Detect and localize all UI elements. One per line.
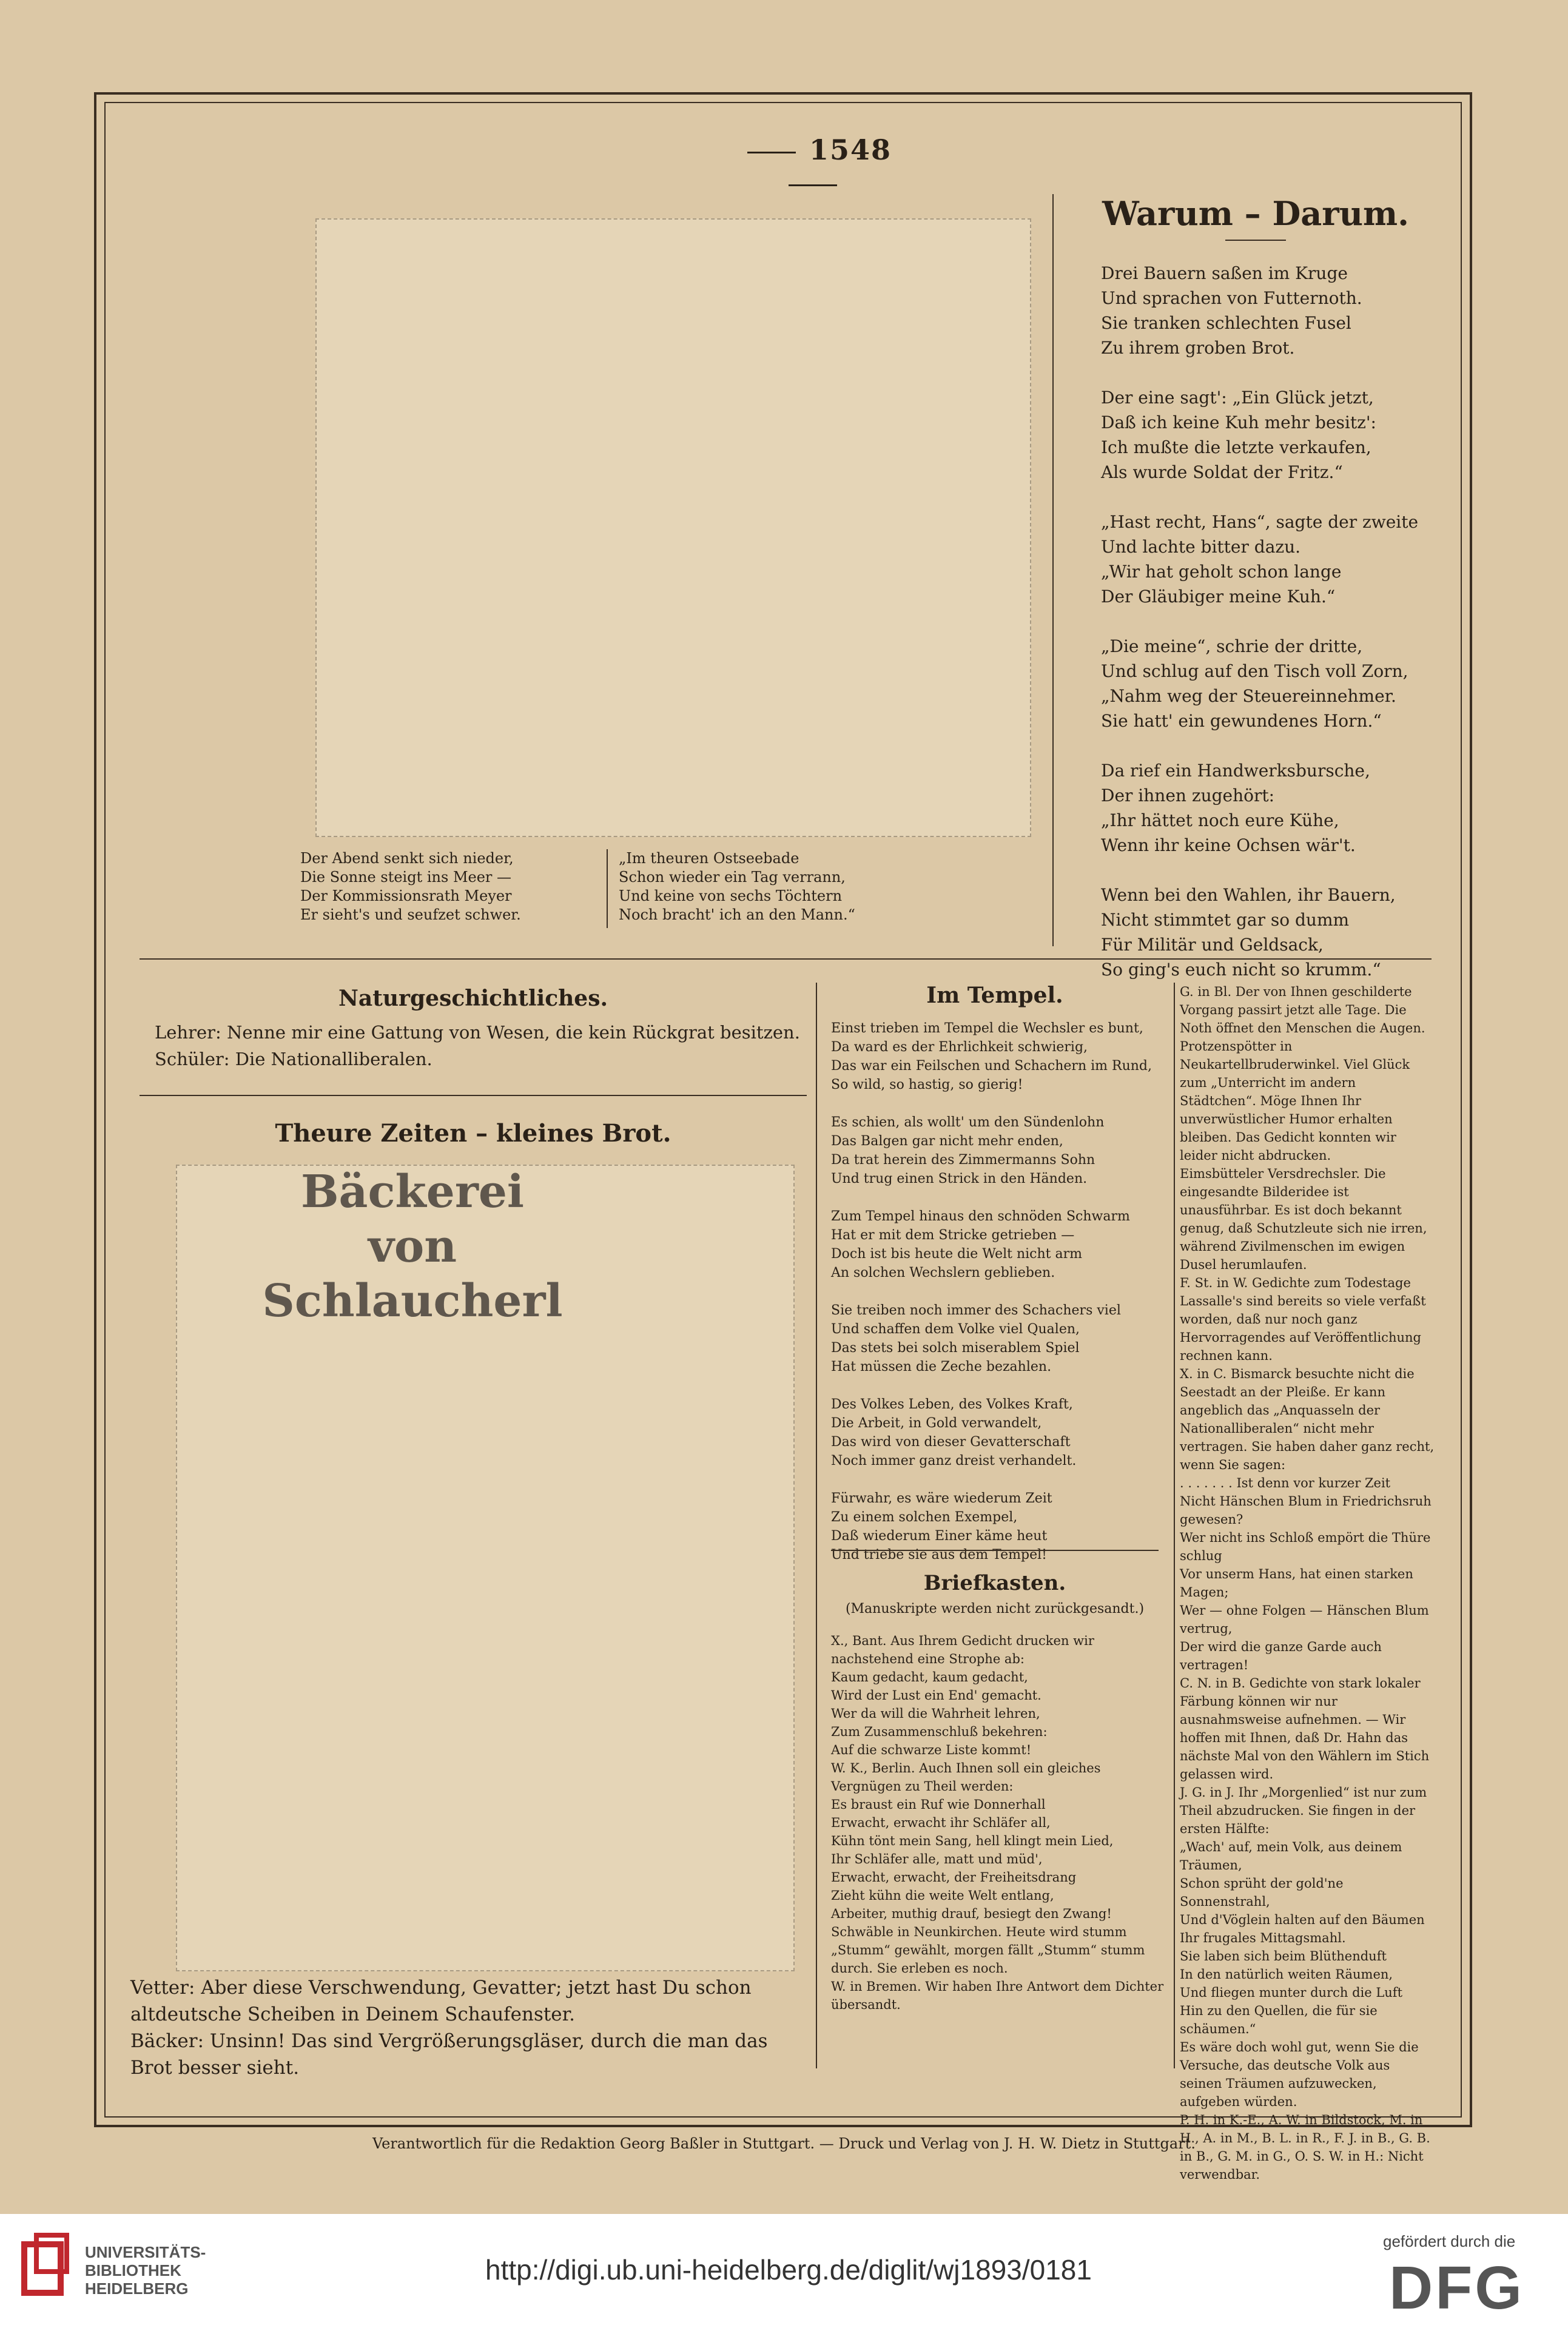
column-divider-top bbox=[1052, 194, 1054, 946]
beach-illustration bbox=[315, 218, 1031, 837]
source-url[interactable]: http://digi.ub.uni-heidelberg.de/diglit/wj1893/0181 bbox=[485, 2254, 1092, 2286]
section-rule bbox=[140, 958, 1432, 960]
caption-right: „Im theuren Ostseebade Schon wieder ein Tag verrann, Und keine von sechs Töchtern Noch bracht' ich an den Mann.“ bbox=[619, 850, 855, 923]
im-tempel-rule bbox=[831, 1550, 1159, 1551]
poem-title-rule bbox=[1225, 240, 1286, 241]
caption-left: Der Abend senkt sich nieder, Die Sonne steigt ins Meer — Der Kommissionsrath Meyer Er sieht's und seufzet schwer. bbox=[300, 850, 521, 923]
bakery-sign: Bäckerei von Schlaucherl bbox=[262, 1166, 563, 1327]
university-library-logo bbox=[18, 2232, 73, 2305]
page-number: 1548 bbox=[698, 133, 928, 199]
naturgeschichte-title: Naturgeschichtliches. bbox=[338, 986, 608, 1011]
dfg-logo: DFG bbox=[1389, 2254, 1525, 2322]
imprint-footer: Verantwortlich für die Redaktion Georg Baßler in Stuttgart. — Druck und Verlag von J. H. W. Dietz in Stuttgart. bbox=[372, 2135, 1196, 2152]
column-divider-right bbox=[1174, 983, 1175, 2068]
briefkasten-body: X., Bant. Aus Ihrem Gedicht drucken wir nachstehend eine Strophe ab: Kaum gedacht, kaum gedacht, Wird der Lust ein End' gemacht. Wer da will die Wahrheit lehren, Zum Zusammenschluß bekehren: Auf die schwarze Liste kommt! W. K., Berlin. Auch Ihnen soll ein gleiches Vergnügen zu Theil werden: Es braust ein Ruf wie Donnerhall Erwacht, erwacht ihr Schläfer all, Kühn tönt mein Sang, hell klingt mein Lied, Ihr Schläfer alle, matt und müd', Erwacht, erwacht, der Freiheitsdrang Zieht kühn die weite Welt entlang, Arbeiter, muthig drauf, besiegt den Zwang! Schwäble in Neunkirchen. Heute wird stumm „Stumm“ gewählt, morgen fällt „Stumm“ stumm durch. Sie erleben es noch. W. in Bremen. Wir haben Ihre Antwort dem Dichter übersandt. bbox=[831, 1633, 1164, 2012]
right-column-body: G. in Bl. Der von Ihnen geschilderte Vorgang passirt jetzt alle Tage. Die Noth öffnet den Menschen die Augen. Protzenspötter in Neukartellbruderwinkel. Viel Glück zum „Unterricht im andern Städtchen“. Möge Ihnen Ihr unverwüstlicher Humor erhalten bleiben. Das Gedicht konnten wir leider nicht abdrucken. Eimsbütteler Versdrechsler. Die eingesandte Bilderidee ist unausführbar. Es ist doch bekannt genug, daß Schutzleute sich nie irren, während Zivilmenschen im ewigen Dusel herumlaufen. F. St. in W. Gedichte zum Todestage Lassalle's sind bereits so viele verfaßt worden, daß nur noch ganz Hervorragendes auf Veröffentlichung rechnen kann. X. in C. Bismarck besuchte nicht die Seestadt an der Pleiße. Er kann angeblich das „Anquasseln der Nationalliberalen“ nicht mehr vertragen. Sie haben daher ganz recht, wenn Sie sagen: . . . . . . . Ist denn vor kurzer Zeit Nicht Hänschen Blum in Friedrichsruh gewesen? Wer nicht ins Schloß empört die Thüre schlug Vor unserm Hans, hat einen starken Magen; Wer — ohne Folgen — Hänschen Blum vertrug, Der wird die ganze Garde auch vertragen! C. N. in B. Gedichte von stark lokaler Färbung können wir nur ausnahmsweise aufnehmen. — Wir hoffen mit Ihnen, daß Dr. Hahn das nächste Mal von den Wählern im Stich gelassen wird. J. G. in J. Ihr „Morgenlied“ ist nur zum Theil abzudrucken. Sie fingen in der ersten Hälfte: „Wach' auf, mein Volk, aus deinem Träumen, Schon sprüht der gold'ne Sonnenstrahl, Und d'Vöglein halten auf den Bäumen Ihr frugales Mittagsmahl. Sie laben sich beim Blüthenduft In den natürlich weiten Räumen, Und fliegen munter durch die Luft Hin zu den Quellen, die für sie schäumen.“ Es wäre doch wohl gut, wenn Sie die Versuche, das deutsche Volk aus seinen Träumen aufzuwecken, aufgeben würden. P. H. in K.-E., A. W. in Bildstock, M. in H., A. in M., B. L. in R., F. J. in B., G. B. in B., G. M. in G., O. S. W. in H.: Nicht verwendbar. bbox=[1180, 984, 1435, 2182]
poem-body: Drei Bauern saßen im Kruge Und sprachen von Futternoth. Sie tranken schlechten Fusel Zu ihrem groben Brot. Der eine sagt': „Ein Glück jetzt, Daß ich keine Kuh mehr besitz': Ich mußte die letzte verkaufen, Als wurde Soldat der Fritz.“ „Hast recht, Hans“, sagte der zweite Und lachte bitter dazu. „Wir hat geholt schon lange Der Gläubiger meine Kuh.“ „Die meine“, schrie der dritte, Und schlug auf den Tisch voll Zorn, „Nahm weg der Steuereinnehmer. Sie hatt' ein gewundenes Horn.“ Da rief ein Handwerksbursche, Der ihnen zugehört: „Ihr hättet noch eure Kühe, Wenn ihr keine Ochsen wär't. Wenn bei den Wahlen, ihr Bauern, Nicht stimmtet gar so dumm Für Militär und Geldsack, So ging's euch nicht so krumm.“ bbox=[1101, 263, 1419, 980]
caption-divider bbox=[607, 849, 608, 928]
briefkasten-subtitle: (Manuskripte werden nicht zurückgesandt.) bbox=[845, 1601, 1145, 1616]
im-tempel-title: Im Tempel. bbox=[926, 983, 1063, 1008]
briefkasten-title: Briefkasten. bbox=[923, 1571, 1066, 1595]
naturgeschichte-body: Lehrer: Nenne mir eine Gattung von Wesen, die kein Rückgrat besitzen. Schüler: Die Nationalliberalen. bbox=[155, 1022, 800, 1069]
funding-label: gefördert durch die bbox=[1383, 2232, 1516, 2250]
theure-zeiten-caption: Vetter: Aber diese Verschwendung, Gevatter; jetzt hast Du schon altdeutsche Scheiben in Deinem Schaufenster. Bäcker: Unsinn! Das sind Vergrößerungsgläser, durch die man das Brot besser sieht. bbox=[130, 1977, 768, 2079]
naturgeschichte-rule bbox=[140, 1095, 807, 1096]
library-name: UNIVERSITÄTS- BIBLIOTHEK HEIDELBERG bbox=[85, 2243, 206, 2298]
im-tempel-body: Einst trieben im Tempel die Wechsler es bunt, Da ward es der Ehrlichkeit schwierig, Das war ein Feilschen und Schachern im Rund, So wild, so hastig, so gierig! Es schien, als wollt' um den Sündenlohn Das Balgen gar nicht mehr enden, Da trat herein des Zimmermanns Sohn Und trug einen Strick in den Händen. Zum Tempel hinaus den schnöden Schwarm Hat er mit dem Stricke getrieben — Doch ist bis heute die Welt nicht arm An solchen Wechslern geblieben. Sie treiben noch immer des Schachers viel Und schaffen dem Volke viel Qualen, Das stets bei solch miserablem Spiel Hat müssen die Zeche bezahlen. Des Volkes Leben, des Volkes Kraft, Die Arbeit, in Gold verwandelt, Das wird von dieser Gevatterschaft Noch immer ganz dreist verhandelt. Fürwahr, es wäre wiederum Zeit Zu einem solchen Exempel, Daß wiederum Einer käme heut Und triebe sie aus dem Tempel! bbox=[831, 1021, 1152, 1563]
poem-title: Warum – Darum. bbox=[1102, 194, 1409, 233]
column-divider-left bbox=[816, 983, 817, 2068]
theure-zeiten-title: Theure Zeiten – kleines Brot. bbox=[275, 1119, 671, 1148]
bakery-illustration bbox=[176, 1165, 795, 1971]
